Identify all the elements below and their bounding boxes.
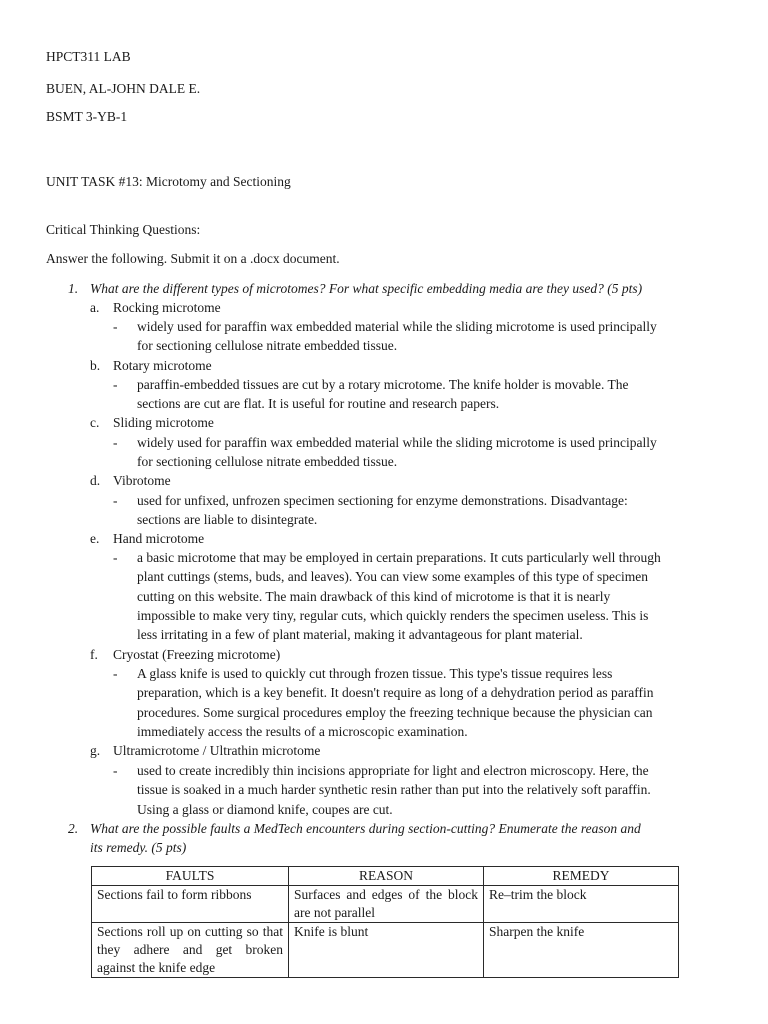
item-letter: g. [90, 743, 101, 758]
item-title: Rotary microtome [113, 358, 212, 373]
question-2-number: 2. [68, 821, 79, 836]
item-description: - used to create incredibly thin incisions appropriate for light and electron microscopy. Here, the tissue is soaked in a much harder synthetic resin rather than put into the relatively soft paraffin. Using a glass or diamond knife, coupes are cut. [113, 763, 651, 817]
question-1-number: 1. [68, 281, 79, 296]
item-description: - used for unfixed, unfrozen specimen sectioning for enzyme demonstrations. Disadvantage: sections are liable to disintegrate. [113, 493, 628, 528]
item-letter: c. [90, 415, 100, 430]
faults-table [91, 866, 679, 978]
item-description: - A glass knife is used to quickly cut through frozen tissue. This type's tissue requires less preparation, which is a key benefit. It doesn't require as long of a dehydration period as paraffin procedures. Some surgical procedures employ the freezing technique because the physician can immediately access the results of a microscopic examination. [113, 666, 654, 739]
item-description: - widely used for paraffin wax embedded material while the sliding microtome is used principally for sectioning cellulose nitrate embedded tissue. [113, 435, 657, 470]
remedy-cell: Re–trim the block [484, 886, 679, 923]
item-title: Cryostat (Freezing microtome) [113, 647, 281, 662]
item-title: Hand microtome [113, 531, 205, 546]
instruction-text: Answer the following. Submit it on a .docx document. [46, 251, 340, 266]
item-letter: e. [90, 531, 100, 546]
item-letter: d. [90, 473, 101, 488]
header-faults: FAULTS [92, 867, 289, 886]
question-1-text: What are the different types of microtomes? For what specific embedding media are they used? (5 pts) [90, 281, 643, 296]
table-header-row [92, 867, 679, 886]
student-section: BSMT 3-YB-1 [46, 109, 128, 124]
item-title: Ultramicrotome / Ultrathin microtome [113, 743, 321, 758]
question-2-text: What are the possible faults a MedTech encounters during section-cutting? Enumerate the reason and its remedy. (5 pts) [90, 821, 641, 855]
item-description: - widely used for paraffin wax embedded material while the sliding microtome is used principally for sectioning cellulose nitrate embedded tissue. [113, 319, 657, 354]
item-description: - a basic microtome that may be employed in certain preparations. It cuts particularly well through plant cuttings (stems, buds, and leaves). You can view some examples of this type of specimen cutting on this website. The main drawback of this kind of microtome is that it is nearly impossible to make very tiny, regular cuts, which quickly renders the specimen useless. This is less irritating in a few of plant material, making it advantageous for plant material. [113, 550, 661, 643]
header-remedy: REMEDY [484, 867, 679, 886]
item-title: Rocking microtome [113, 300, 221, 315]
item-title: Sliding microtome [113, 415, 214, 430]
item-description: - paraffin-embedded tissues are cut by a rotary microtome. The knife holder is movable. The sections are cut are flat. It is useful for routine and research papers. [113, 377, 629, 412]
item-letter: a. [90, 300, 100, 315]
fault-cell: Sections fail to form ribbons [92, 886, 289, 923]
item-title: Vibrotome [113, 473, 171, 488]
item-letter: f. [90, 647, 98, 662]
student-name: BUEN, AL-JOHN DALE E. [46, 81, 201, 96]
fault-cell: Sections roll up on cutting so that they adhere and get broken against the knife edge [92, 923, 289, 978]
table-row [92, 886, 679, 923]
task-title: UNIT TASK #13: Microtomy and Sectioning [46, 174, 291, 189]
reason-cell: Surfaces and edges of the block are not parallel [289, 886, 484, 923]
critical-heading: Critical Thinking Questions: [46, 222, 201, 237]
remedy-cell: Sharpen the knife [484, 923, 679, 978]
table-row [92, 923, 679, 978]
reason-cell: Knife is blunt [289, 923, 484, 978]
item-letter: b. [90, 358, 101, 373]
header-reason: REASON [289, 867, 484, 886]
course-code: HPCT311 LAB [46, 49, 131, 64]
